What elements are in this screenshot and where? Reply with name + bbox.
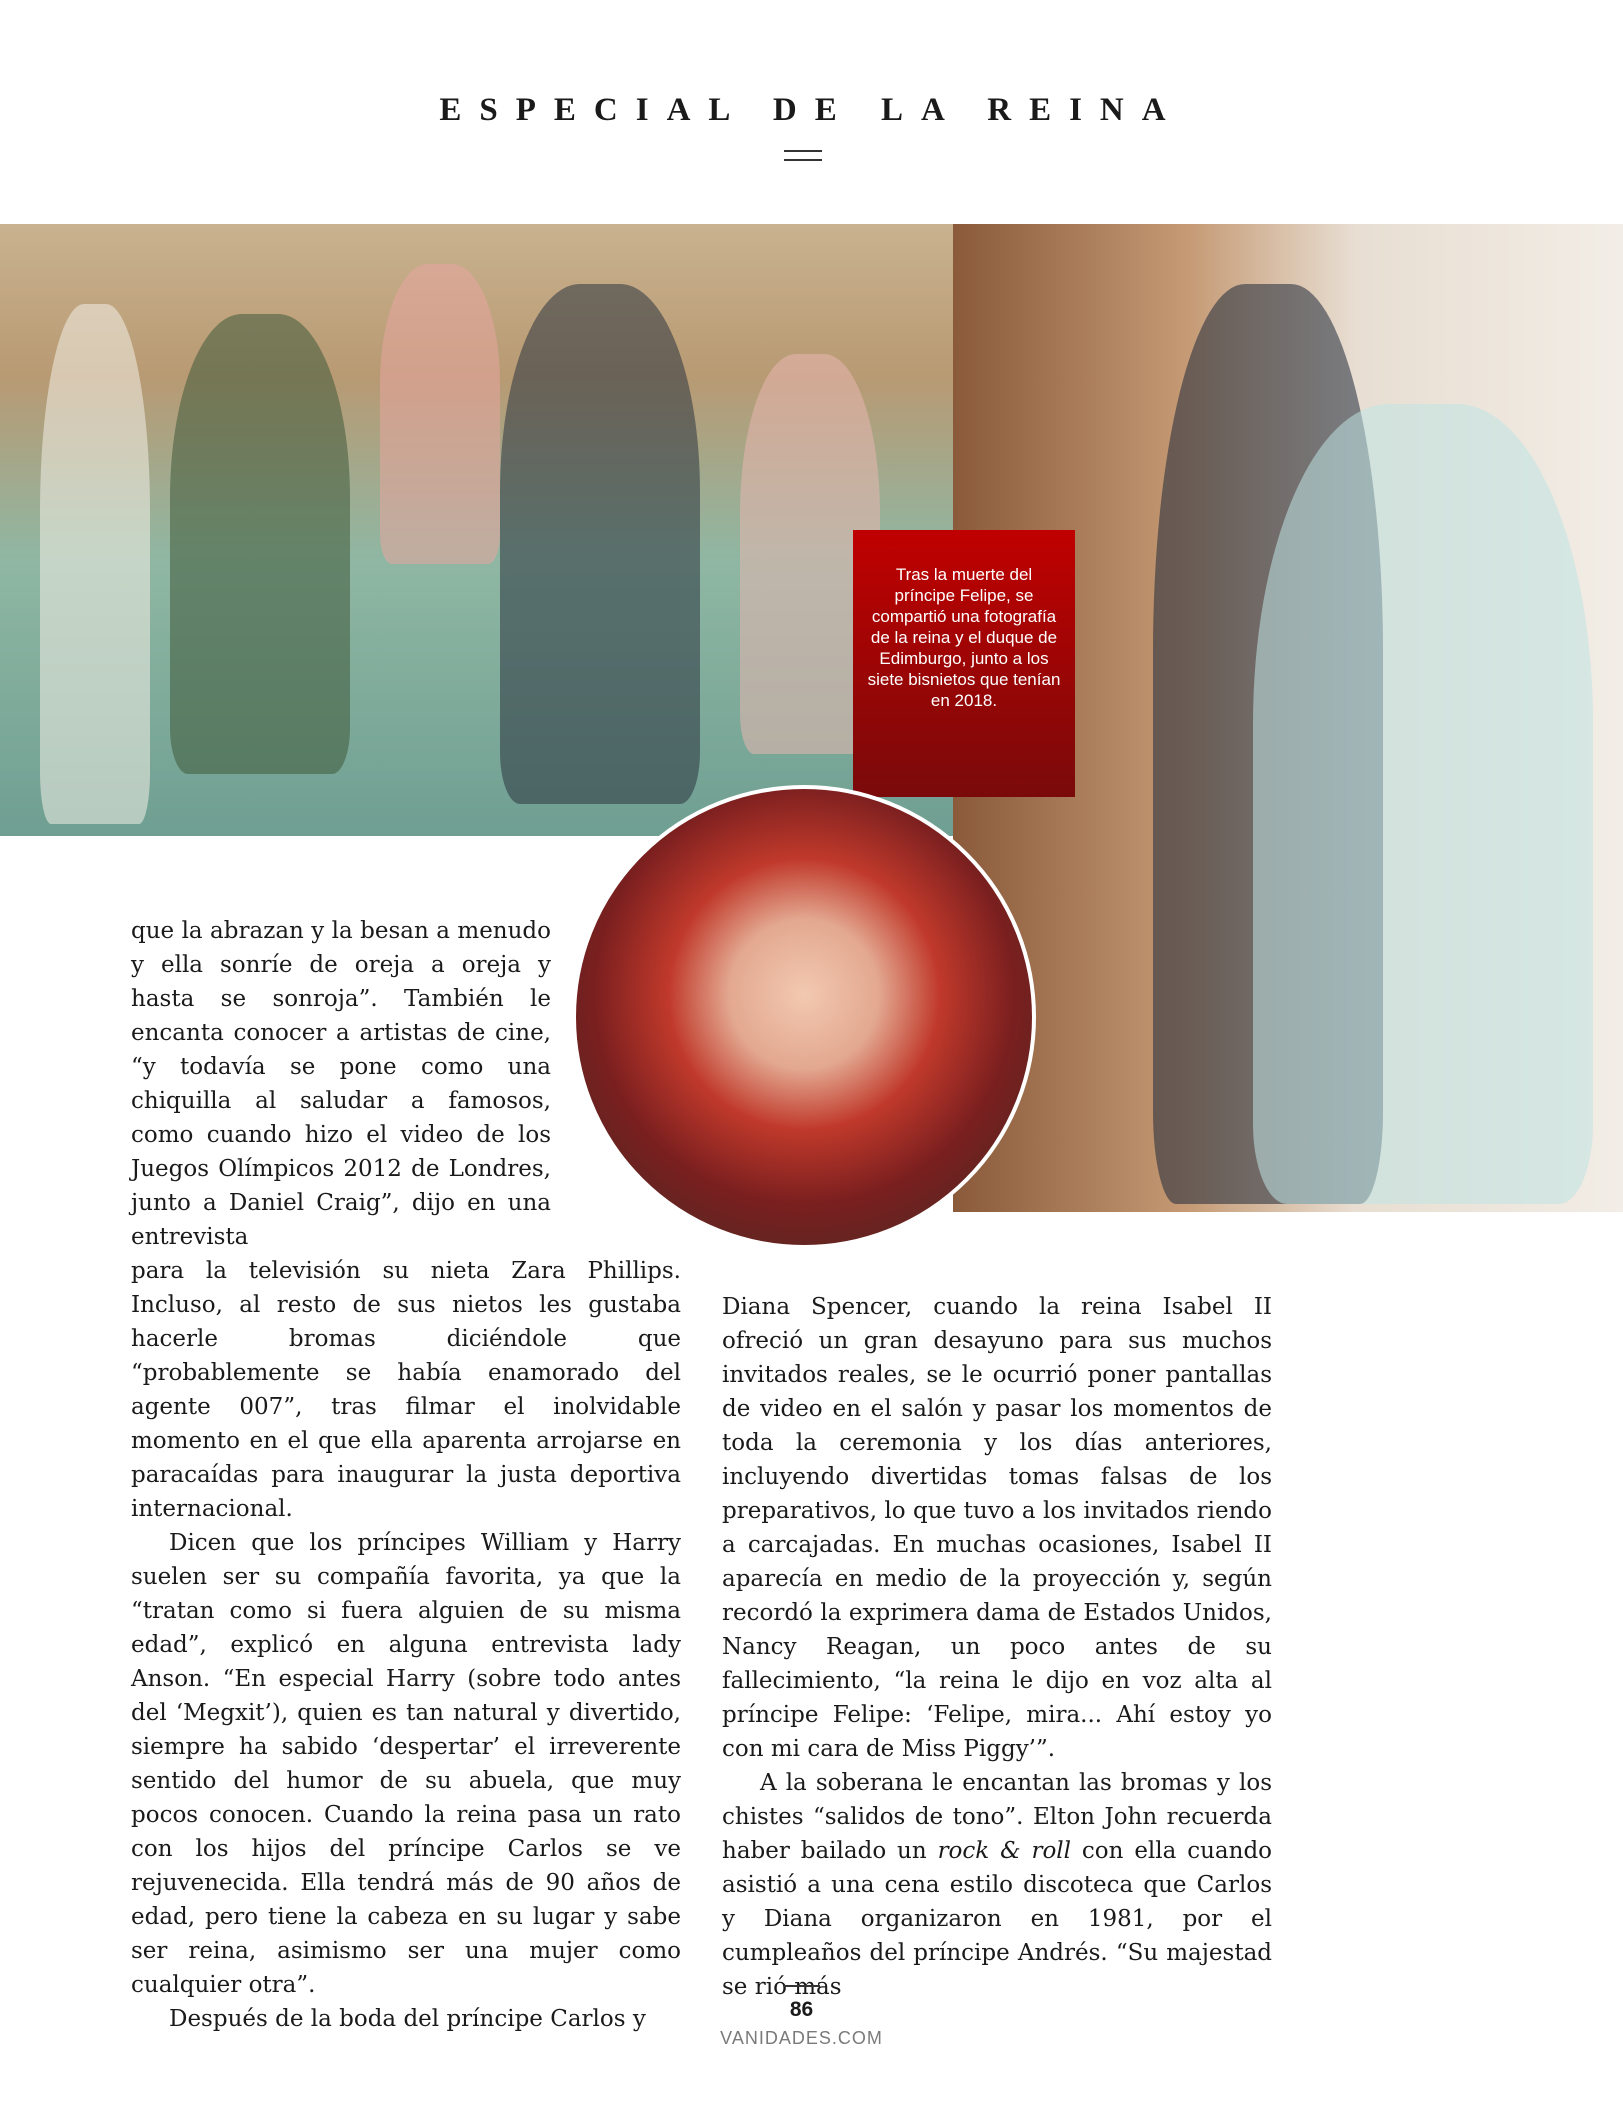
body-paragraph: que la abrazan y la besan a menudo y ella sonríe de oreja a oreja y hasta se sonroja”. También le encanta conocer a artistas de cine, “y todavía se pone como una chiquilla al saludar a famosos, como cuando hizo el video de los Juegos Olímpicos 2012 de Londres, junto a Daniel Craig”, dijo en una entrevista [131, 918, 551, 1250]
family-photo [0, 224, 953, 836]
body-paragraph: Después de la boda del príncipe Carlos y [169, 2006, 646, 2032]
left-column [131, 914, 681, 2036]
footer-divider [784, 1985, 820, 1987]
title-divider [784, 150, 822, 161]
body-text: A la soberana le encantan las bromas y los chistes “salidos de tono”. Elton John recuerda haber bailado un [722, 1770, 1272, 1864]
section-title: ESPECIAL DE LA REINA [439, 92, 1184, 128]
body-paragraph [722, 1766, 1272, 2004]
italic-phrase: rock & roll [937, 1838, 1072, 1864]
body-text: con ella cuando asistió a una cena estilo discoteca que Carlos y Diana organizaron en 1981, por el cumpleaños del príncipe Andrés. “Su majestad se rió más [722, 1838, 1273, 2000]
body-paragraph: Dicen que los príncipes William y Harry suelen ser su compañía favorita, ya que la “tratan como si fuera alguien de su misma edad”, explicó en alguna entrevista lady Anson. “En especial Harry (sobre todo antes del ‘Megxit’), quien es tan natural y divertido, siempre ha sabido ‘despertar’ el irreverente sentido del humor de su abuela, que muy pocos conocen. Cuando la reina pasa un rato con los hijos del príncipe Carlos se ve rejuvenecida. Ella tendrá más de 90 años de edad, pero tiene la cabeza en su lugar y sabe ser reina, asimismo ser una mujer como cualquier otra”. [131, 1530, 681, 1998]
right-column [722, 1290, 1272, 2004]
site-name: VANIDADES.COM [720, 2028, 883, 2048]
page-number: 86 [789, 1998, 814, 2021]
body-paragraph: para la televisión su nieta Zara Phillips. Incluso, al resto de sus nietos les gustaba hacerle bromas diciéndole que “probablemente se había enamorado del agente 007”, tras filmar el inolvidable momento en el que ella aparenta arrojarse en paracaídas para inaugurar la justa deportiva internacional. [131, 1258, 681, 1522]
photo-caption [853, 530, 1075, 797]
body-paragraph: Diana Spencer, cuando la reina Isabel II ofreció un gran desayuno para sus muchos invitados reales, se le ocurrió poner pantallas de video en el salón y pasar los momentos de toda la ceremonia y los días anteriores, incluyendo divertidas tomas falsas de los preparativos, lo que tuvo a los invitados riendo a carcajadas. En muchas ocasiones, Isabel II aparecía en medio de la proyección y, según recordó la exprimera dama de Estados Unidos, Nancy Reagan, un poco antes de su fallecimiento, “la reina le dijo en voz alta al príncipe Felipe: ‘Felipe, mira... Ahí estoy yo con mi cara de Miss Piggy’”. [722, 1294, 1272, 1762]
caption-text: Tras la muerte del príncipe Felipe, se compartió una fotografía de la reina y el duque de Edimburgo, junto a los siete bisnietos que tenían en 2018. [867, 565, 1061, 710]
